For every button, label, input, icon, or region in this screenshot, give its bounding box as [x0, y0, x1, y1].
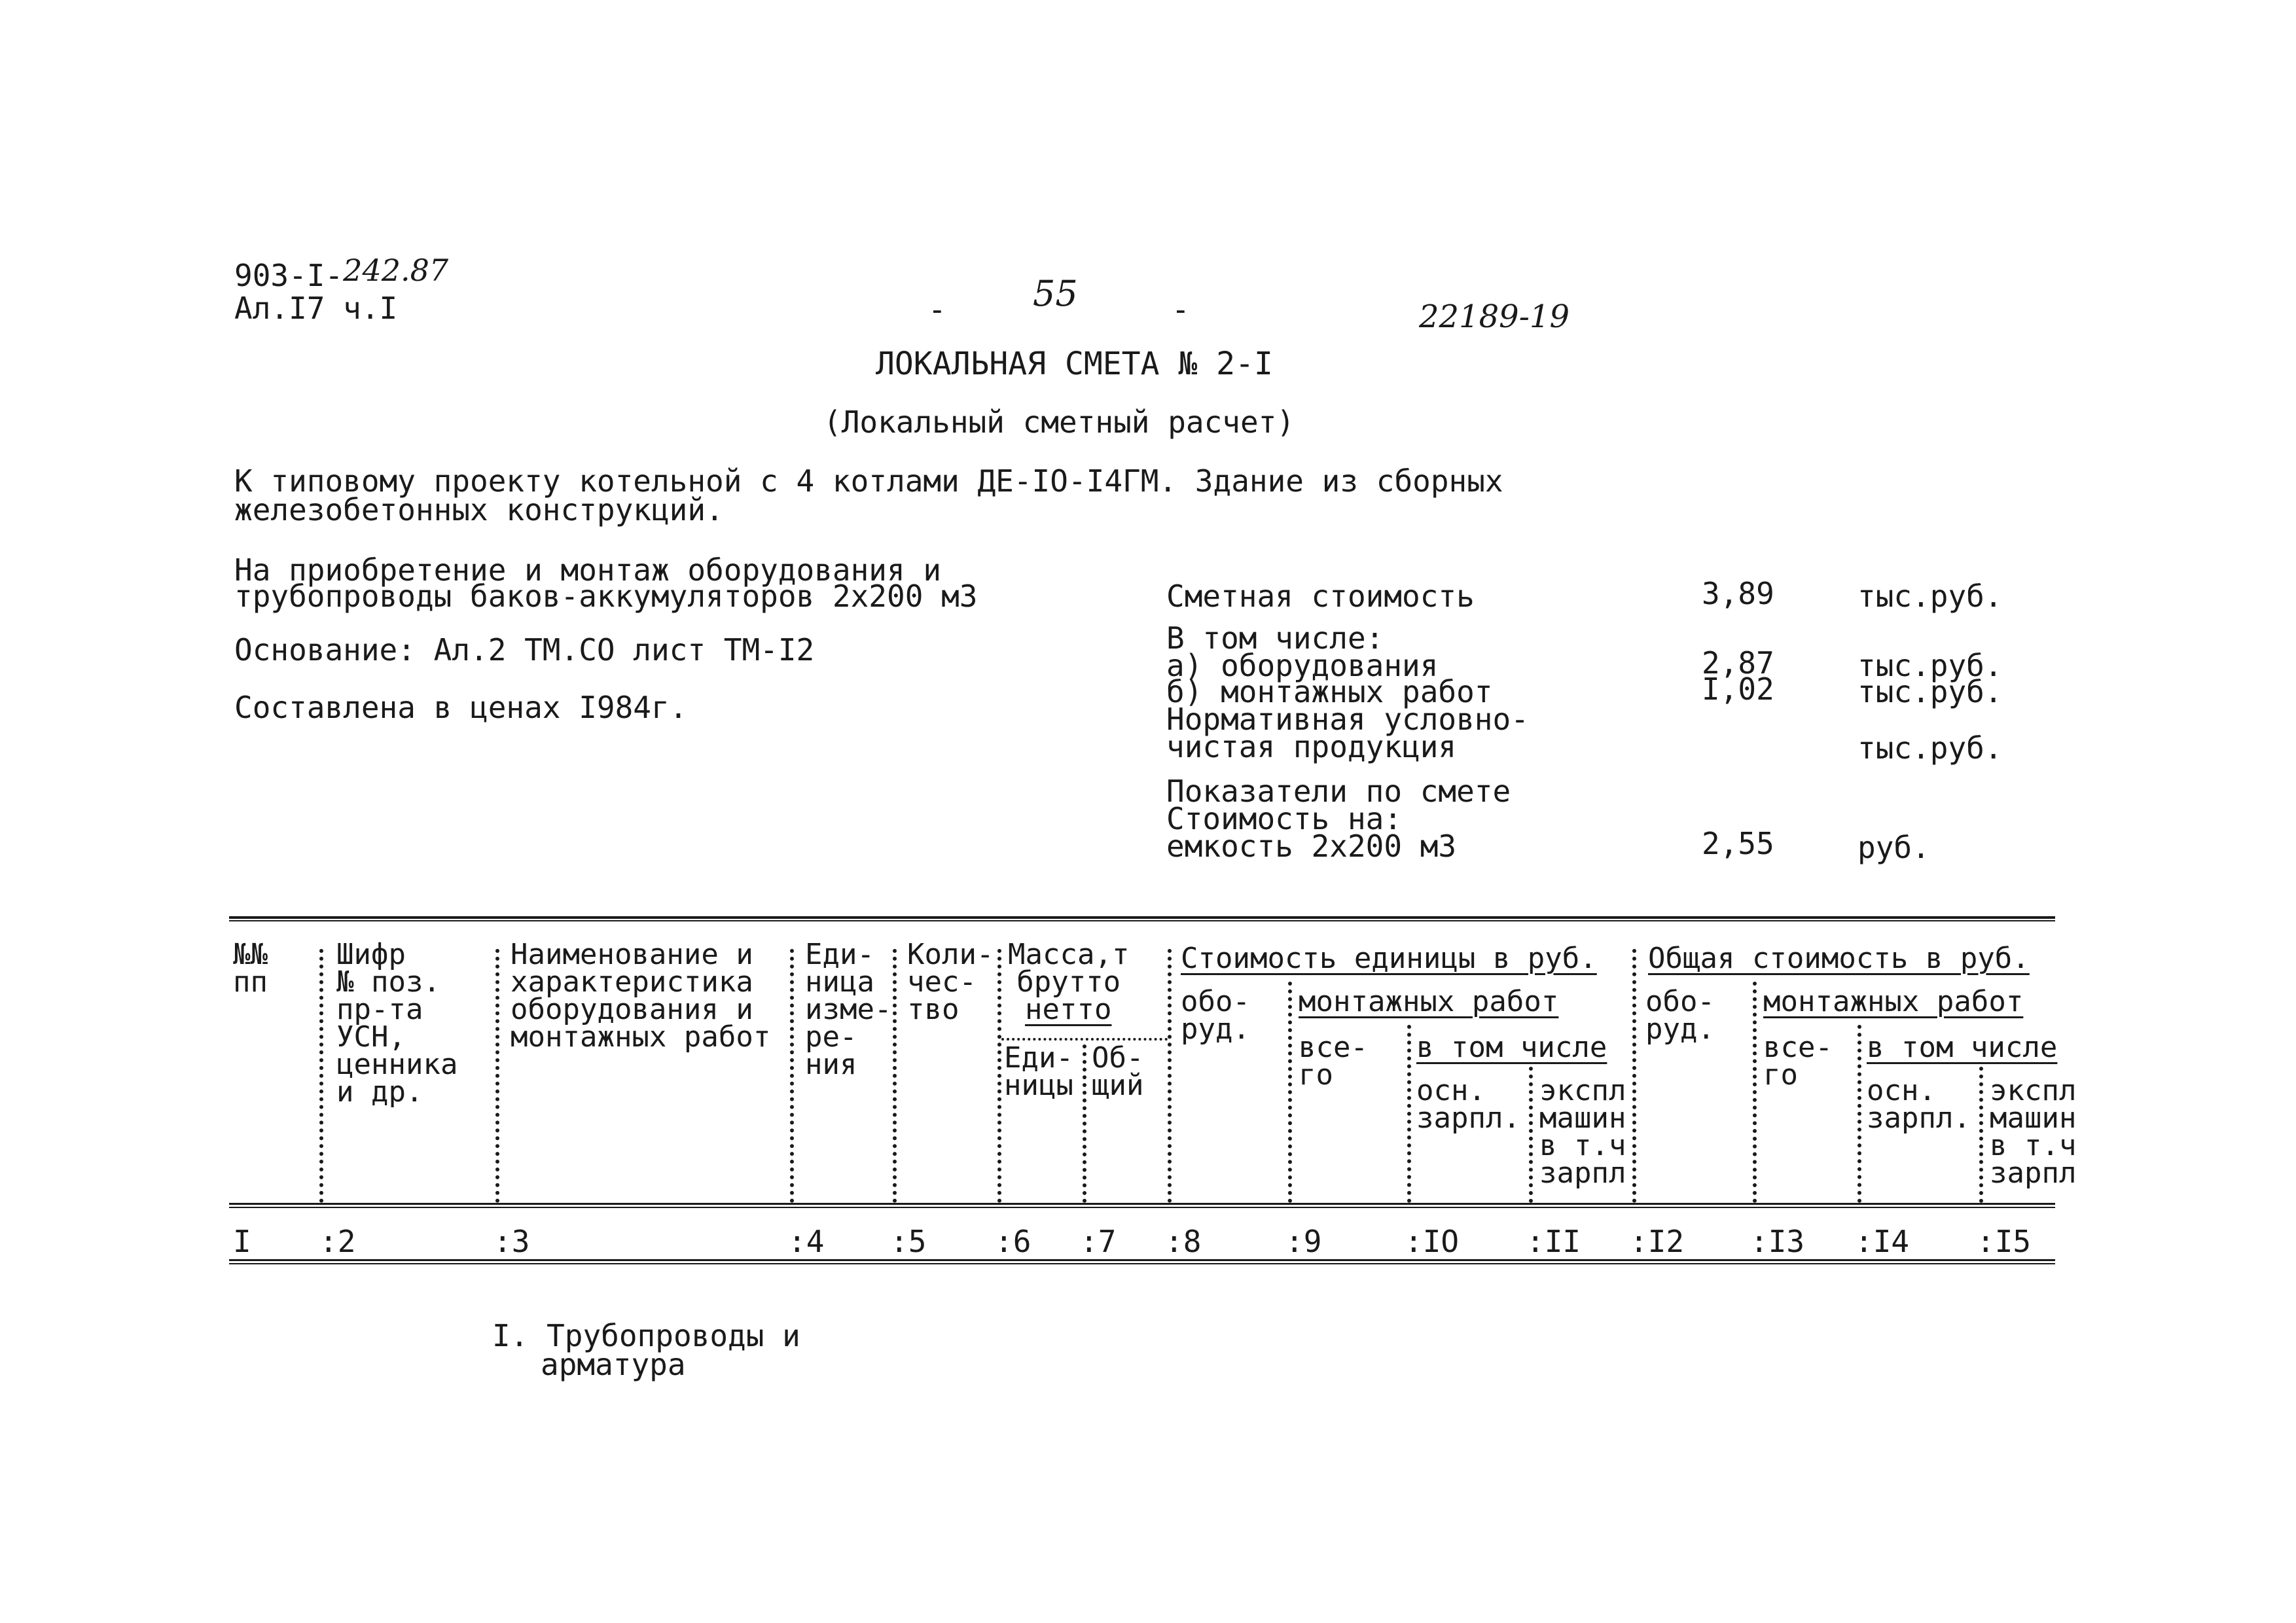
- header-name: Наименование и характеристика оборудования и монтажных работ: [511, 938, 771, 1054]
- cost-per-label: Стоимость на:: [1166, 801, 1403, 836]
- table-top-rule: [229, 916, 2055, 919]
- col-divider: [790, 949, 794, 1203]
- column-number: :5: [890, 1224, 927, 1259]
- col-divider: [1529, 1067, 1533, 1203]
- equipment-cost-label: а) оборудования: [1166, 648, 1439, 683]
- column-number-rule: [229, 1259, 2055, 1261]
- doc-code-prefix: 903-I-: [234, 258, 344, 293]
- page-number: 55: [1033, 273, 1078, 314]
- column-number: :8: [1165, 1224, 1202, 1259]
- header-total-equipment: обо- руд.: [1645, 985, 1715, 1046]
- header-total-base-wage: осн. зарпл.: [1867, 1074, 1971, 1135]
- header-unit-installation: монтажных работ: [1299, 985, 1559, 1018]
- column-number: :II: [1526, 1224, 1581, 1259]
- header-quantity: Коли- чес- тво: [907, 938, 994, 1026]
- page-dash-right: -: [1172, 292, 1190, 327]
- column-number: :I3: [1750, 1224, 1805, 1259]
- col-divider: [319, 949, 323, 1203]
- header-total-machines: экспл машин в т.ч зарпл: [1990, 1074, 2077, 1190]
- capacity-label: емкость 2х200 м3: [1166, 829, 1457, 864]
- col-divider: [495, 949, 499, 1203]
- basis-text: Основание: Ал.2 ТМ.СО лист ТМ-I2: [234, 632, 815, 668]
- header-total-installation-total: все- го: [1763, 1031, 1833, 1092]
- header-unit-including: в том числе: [1416, 1031, 1607, 1064]
- header-bottom-rule: [229, 1203, 2055, 1205]
- column-number: :6: [995, 1224, 1031, 1259]
- normative-production-label2: чистая продукция: [1166, 729, 1457, 764]
- col-divider: [1857, 1025, 1861, 1203]
- page-title: ЛОКАЛЬНАЯ СМЕТА № 2-I: [876, 346, 1273, 382]
- col-divider: [997, 949, 1001, 1203]
- column-number: :3: [493, 1224, 530, 1259]
- column-number: :2: [319, 1224, 356, 1259]
- header-mass-per-unit: Еди- ницы: [1004, 1041, 1073, 1102]
- prices-text: Составлена в ценах I984г.: [234, 690, 688, 725]
- column-number: :I5: [1977, 1224, 2032, 1259]
- header-total-installation: монтажных работ: [1763, 985, 2024, 1018]
- column-number: :7: [1080, 1224, 1117, 1259]
- album-reference: Ал.I7 ч.I: [234, 291, 398, 326]
- section-heading-line1: I. Трубопроводы и: [492, 1318, 800, 1353]
- column-number: :4: [788, 1224, 825, 1259]
- including-label: В том числе:: [1166, 620, 1384, 656]
- intro-text-line1: К типовому проекту котельной с 4 котлами ДЕ-IO-I4ГМ. Здание из сборных: [234, 463, 1503, 499]
- header-unit-equipment: обо- руд.: [1181, 985, 1250, 1046]
- column-number: :9: [1285, 1224, 1322, 1259]
- column-number: :IO: [1405, 1224, 1460, 1259]
- mass-subheader-rule: [1001, 1038, 1168, 1041]
- estimated-cost-unit: тыс.руб.: [1857, 579, 2003, 614]
- header-unit-installation-total: все- го: [1299, 1031, 1368, 1092]
- header-mass-net: нетто: [1025, 993, 1112, 1026]
- page-subtitle: (Локальный сметный расчет): [823, 404, 1295, 440]
- header-unit-machines: экспл машин в т.ч зарпл: [1539, 1074, 1626, 1190]
- purpose-text-line2: трубопроводы баков-аккумуляторов 2х200 м3: [234, 579, 978, 614]
- header-mass-total: Об- щий: [1092, 1041, 1144, 1102]
- header-row-number: №№ пп: [233, 938, 268, 999]
- installation-cost-unit: тыс.руб.: [1857, 674, 2003, 709]
- col-divider: [1168, 949, 1172, 1203]
- col-divider: [1753, 982, 1757, 1203]
- section-heading-line2: арматура: [541, 1347, 686, 1382]
- installation-cost-label: б) монтажных работ: [1166, 674, 1493, 709]
- column-number: I: [233, 1224, 251, 1259]
- col-divider: [1632, 949, 1636, 1203]
- header-unit-cost-group: Стоимость единицы в руб.: [1181, 942, 1597, 975]
- purpose-text-line1: На приобретение и монтаж оборудования и: [234, 552, 942, 588]
- header-total-cost-group: Общая стоимость в руб.: [1648, 942, 2030, 975]
- capacity-cost-unit: руб.: [1857, 830, 1930, 865]
- equipment-cost-value: 2,87: [1702, 645, 1774, 681]
- header-unit-base-wage: осн. зарпл.: [1416, 1074, 1520, 1135]
- column-number: :I2: [1630, 1224, 1685, 1259]
- page-dash-left: -: [928, 292, 946, 327]
- equipment-cost-unit: тыс.руб.: [1857, 648, 2003, 683]
- normative-production-unit: тыс.руб.: [1857, 730, 2003, 766]
- col-divider: [893, 949, 897, 1203]
- col-divider: [1083, 1044, 1086, 1203]
- column-number-rule-thin: [229, 1263, 2055, 1264]
- doc-code: [234, 253, 449, 293]
- table-top-rule-thin: [229, 920, 2055, 921]
- normative-production-label1: Нормативная условно-: [1166, 702, 1529, 737]
- header-unit: Еди- ница изме- ре- ния: [805, 938, 892, 1081]
- col-divider: [1288, 982, 1292, 1203]
- document-number: 22189-19: [1419, 298, 1570, 335]
- header-total-including: в том числе: [1867, 1031, 2058, 1064]
- doc-code-handwritten: 242.87: [343, 253, 449, 288]
- capacity-cost-value: 2,55: [1702, 826, 1774, 861]
- header-bottom-rule-thin: [229, 1207, 2055, 1208]
- estimated-cost-label: Сметная стоимость: [1166, 579, 1475, 614]
- column-number: :I4: [1855, 1224, 1910, 1259]
- estimated-cost-value: 3,89: [1702, 576, 1774, 611]
- indicators-label: Показатели по смете: [1166, 774, 1511, 809]
- col-divider: [1979, 1067, 1983, 1203]
- header-code: Шифр № поз. пр-та УСН, ценника и др.: [336, 938, 458, 1109]
- intro-text-line2: железобетонных конструкций.: [234, 492, 724, 527]
- header-mass-gross: Масса,т брутто: [1008, 938, 1130, 999]
- installation-cost-value: I,02: [1702, 671, 1774, 707]
- col-divider: [1407, 1025, 1411, 1203]
